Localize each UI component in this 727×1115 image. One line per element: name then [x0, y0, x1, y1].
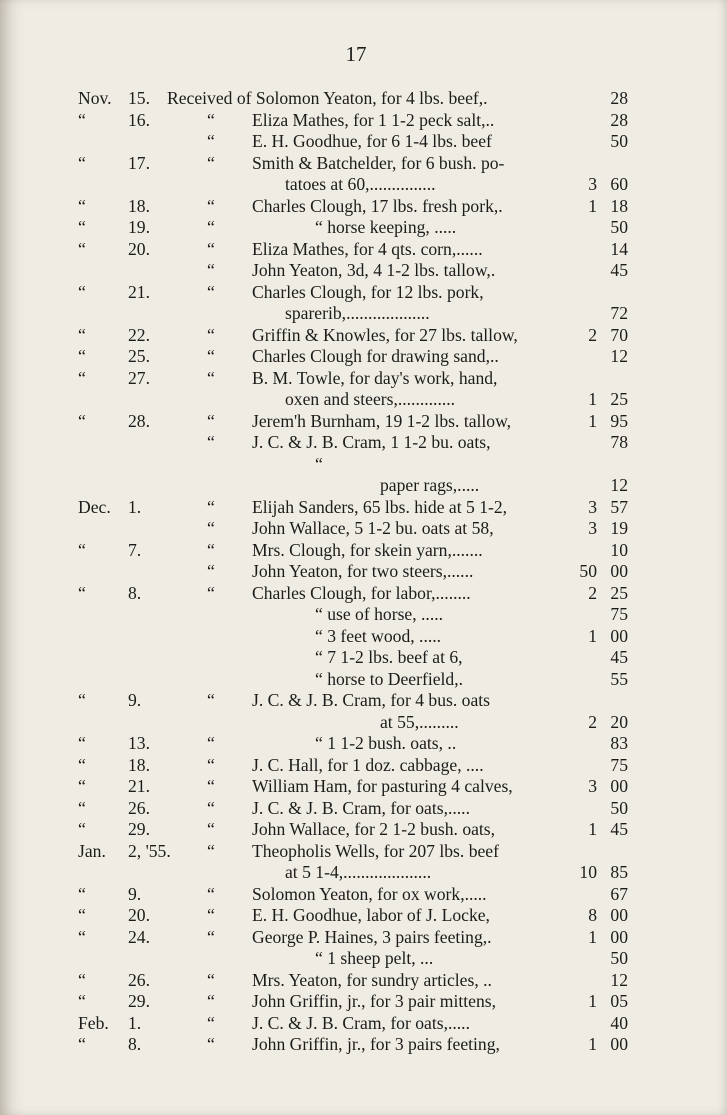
- entry-ditto-mark: “: [207, 324, 215, 345]
- entry-cents: 50: [610, 948, 628, 968]
- entry-cents: 28: [610, 88, 628, 108]
- entry-day: 9.: [128, 883, 142, 904]
- entry-cents: 50: [610, 217, 628, 237]
- entry-dollars: 2: [588, 324, 597, 345]
- entry-cents: 57: [610, 496, 628, 517]
- entry-cents: 72: [610, 303, 628, 323]
- entry-day: 20.: [128, 905, 150, 925]
- entry-ditto-mark: “: [207, 883, 215, 904]
- entry-day: 2, '55.: [128, 840, 171, 861]
- ledger-row: [0, 346, 727, 368]
- entry-ditto-mark: “: [207, 905, 215, 925]
- entry-dollars: 1: [588, 410, 597, 431]
- entry-month: “: [78, 324, 86, 345]
- entry-dollars: 3: [588, 496, 597, 517]
- entry-month: “: [78, 109, 86, 130]
- ledger-row: [0, 647, 727, 669]
- entry-day: 9.: [128, 690, 142, 710]
- ledger-row: [0, 518, 727, 540]
- entry-cents: 83: [610, 733, 628, 753]
- entry-day: 16.: [128, 109, 150, 130]
- entry-month: “: [78, 346, 86, 366]
- entry-cents: 45: [610, 647, 628, 667]
- entry-day: 21.: [128, 776, 150, 796]
- entry-description: E. H. Goodhue, for 6 1-4 lbs. beef: [252, 131, 492, 151]
- entry-description: Mrs. Clough, for skein yarn,.......: [252, 539, 483, 560]
- entry-day: 28.: [128, 410, 150, 431]
- entry-month: “: [78, 991, 86, 1011]
- ledger-row: [0, 583, 727, 605]
- entry-ditto-mark: “: [207, 410, 215, 431]
- entry-ditto-mark: “: [207, 991, 215, 1011]
- entry-ditto-mark: “: [207, 797, 215, 818]
- entry-ditto-mark: “: [207, 561, 215, 581]
- entry-cents: 00: [610, 625, 628, 646]
- entry-cents: 75: [610, 604, 628, 624]
- ledger-row: [0, 690, 727, 712]
- entry-description: George P. Haines, 3 pairs feeting,.: [252, 926, 492, 947]
- entry-description: Eliza Mathes, for 4 qts. corn,......: [252, 238, 483, 259]
- entry-dollars: 1: [588, 1034, 597, 1054]
- entry-description: John Griffin, jr., for 3 pairs feeting,: [252, 1034, 500, 1054]
- ledger-row: [0, 389, 727, 411]
- entry-day: 24.: [128, 926, 150, 947]
- entry-ditto-mark: “: [207, 754, 215, 775]
- ledger-row: [0, 88, 727, 110]
- entry-ditto-mark: “: [207, 1012, 215, 1033]
- entry-ditto-mark: “: [207, 217, 215, 237]
- ledger-row: [0, 712, 727, 734]
- ledger-row: [0, 454, 727, 476]
- entry-description: Received of Solomon Yeaton, for 4 lbs. beef,.: [167, 88, 488, 108]
- entry-month: “: [78, 905, 86, 925]
- entry-ditto-mark: “: [207, 281, 215, 302]
- entry-cents: 10: [610, 539, 628, 560]
- entry-day: 1.: [128, 1012, 142, 1033]
- entry-description: Charles Clough, for labor,........: [252, 582, 471, 603]
- entry-ditto-mark: “: [207, 926, 215, 947]
- entry-description: tatoes at 60,...............: [285, 174, 436, 194]
- ledger-row: [0, 110, 727, 132]
- ledger-row: [0, 970, 727, 992]
- entry-description: John Griffin, jr., for 3 pair mittens,: [252, 991, 497, 1011]
- entry-day: 21.: [128, 281, 150, 302]
- entry-dollars: 10: [579, 862, 597, 882]
- entry-day: 8.: [128, 582, 142, 603]
- entry-day: 29.: [128, 819, 150, 839]
- ledger-row: [0, 239, 727, 261]
- entry-description: Elijah Sanders, 65 lbs. hide at 5 1-2,: [252, 496, 508, 517]
- entry-cents: 19: [610, 518, 628, 538]
- ledger-row: [0, 303, 727, 325]
- entry-month: Nov.: [78, 88, 112, 108]
- entry-cents: 00: [610, 1034, 628, 1054]
- entry-day: 1.: [128, 496, 142, 517]
- entry-ditto-mark: “: [207, 238, 215, 259]
- entry-description: “ use of horse, .....: [315, 604, 444, 624]
- ledger-row: [0, 325, 727, 347]
- entry-month: “: [78, 195, 86, 216]
- entry-ditto-mark: “: [207, 539, 215, 560]
- ledger-row: [0, 905, 727, 927]
- entry-day: 26.: [128, 797, 150, 818]
- entry-ditto-mark: “: [207, 518, 215, 538]
- entry-description: “: [315, 453, 323, 474]
- entry-description: “ 1 sheep pelt, ...: [315, 948, 434, 968]
- ledger-row: [0, 432, 727, 454]
- entry-dollars: 3: [588, 776, 597, 796]
- entry-day: 13.: [128, 733, 150, 753]
- ledger-row: [0, 540, 727, 562]
- entry-month: Dec.: [78, 496, 111, 517]
- entry-cents: 50: [610, 131, 628, 151]
- entry-cents: 75: [610, 754, 628, 775]
- entry-day: 7.: [128, 539, 142, 560]
- entry-ditto-mark: “: [207, 131, 215, 151]
- ledger-row: [0, 669, 727, 691]
- entry-cents: 50: [610, 797, 628, 818]
- entry-ditto-mark: “: [207, 819, 215, 839]
- entry-day: 25.: [128, 346, 150, 366]
- entry-month: “: [78, 1034, 86, 1054]
- entry-month: “: [78, 776, 86, 796]
- entry-ditto-mark: “: [207, 432, 215, 452]
- entry-description: Jerem'h Burnham, 19 1-2 lbs. tallow,: [252, 410, 512, 431]
- entry-month: “: [78, 926, 86, 947]
- entry-description: J. C. & J. B. Cram, for 4 bus. oats: [252, 690, 491, 710]
- entry-month: “: [78, 754, 86, 775]
- entry-ditto-mark: “: [207, 690, 215, 710]
- entry-description: paper rags,.....: [380, 475, 480, 495]
- entry-cents: 28: [610, 109, 628, 130]
- entry-month: “: [78, 410, 86, 431]
- page-number: 17: [345, 42, 367, 66]
- ledger-row: [0, 260, 727, 282]
- entry-month: “: [78, 797, 86, 818]
- entry-cents: 67: [610, 883, 628, 904]
- entry-ditto-mark: “: [207, 367, 215, 388]
- ledger-row: [0, 475, 727, 497]
- entry-cents: 85: [610, 862, 628, 882]
- entry-cents: 18: [610, 195, 628, 216]
- ledger-row: [0, 153, 727, 175]
- entry-day: 17.: [128, 152, 150, 173]
- entry-cents: 12: [610, 969, 628, 990]
- entry-cents: 25: [610, 389, 628, 409]
- ledger-row: [0, 819, 727, 841]
- entry-description: J. C. & J. B. Cram, for oats,.....: [252, 1012, 470, 1033]
- entry-description: Charles Clough for drawing sand,..: [252, 346, 499, 366]
- ledger-row: [0, 561, 727, 583]
- entry-dollars: 3: [588, 174, 597, 194]
- entry-dollars: 8: [588, 905, 597, 925]
- entry-description: Mrs. Yeaton, for sundry articles, ..: [252, 969, 492, 990]
- entry-day: 20.: [128, 238, 150, 259]
- entry-description: at 55,.........: [380, 711, 459, 732]
- entry-description: “ 1 1-2 bush. oats, ..: [315, 733, 457, 753]
- entry-cents: 55: [610, 668, 628, 689]
- ledger-row: [0, 1013, 727, 1035]
- entry-ditto-mark: “: [207, 152, 215, 173]
- ledger-row: [0, 411, 727, 433]
- entry-description: Griffin & Knowles, for 27 lbs. tallow,: [252, 324, 518, 345]
- entry-description: J. C. & J. B. Cram, 1 1-2 bu. oats,: [252, 432, 491, 452]
- entry-ditto-mark: “: [207, 346, 215, 366]
- entry-cents: 00: [610, 905, 628, 925]
- entry-cents: 78: [610, 432, 628, 452]
- entry-ditto-mark: “: [207, 582, 215, 603]
- ledger-row: [0, 368, 727, 390]
- entry-day: 19.: [128, 217, 150, 237]
- entry-description: B. M. Towle, for day's work, hand,: [252, 367, 498, 388]
- entry-dollars: 3: [588, 518, 597, 538]
- entry-month: “: [78, 281, 86, 302]
- entry-ditto-mark: “: [207, 195, 215, 216]
- entry-day: 18.: [128, 754, 150, 775]
- entry-description: at 5 1-4,....................: [285, 862, 432, 882]
- entry-description: Charles Clough, 17 lbs. fresh pork,.: [252, 195, 503, 216]
- entry-description: Charles Clough, for 12 lbs. pork,: [252, 281, 484, 302]
- entry-cents: 12: [610, 346, 628, 366]
- entry-cents: 70: [610, 324, 628, 345]
- entry-description: J. C. Hall, for 1 doz. cabbage, ....: [252, 754, 484, 775]
- entry-description: John Yeaton, for two steers,......: [252, 561, 474, 581]
- ledger-row: [0, 884, 727, 906]
- entry-description: John Wallace, 5 1-2 bu. oats at 58,: [252, 518, 494, 538]
- entry-description: J. C. & J. B. Cram, for oats,.....: [252, 797, 470, 818]
- entry-description: Smith & Batchelder, for 6 bush. po-: [252, 152, 505, 173]
- entry-month: “: [78, 367, 86, 388]
- ledger-row: [0, 798, 727, 820]
- ledger-row: [0, 948, 727, 970]
- entry-cents: 14: [610, 238, 628, 259]
- entry-day: 8.: [128, 1034, 142, 1054]
- entry-dollars: 50: [579, 561, 597, 581]
- ledger-row: [0, 862, 727, 884]
- entry-dollars: 1: [588, 625, 597, 646]
- entry-month: “: [78, 733, 86, 753]
- entry-ditto-mark: “: [207, 260, 215, 280]
- entry-day: 27.: [128, 367, 150, 388]
- entry-dollars: 1: [588, 819, 597, 839]
- entry-day: 22.: [128, 324, 150, 345]
- entry-description: “ 7 1-2 lbs. beef at 6,: [315, 647, 463, 667]
- entry-description: Solomon Yeaton, for ox work,.....: [252, 883, 487, 904]
- entry-ditto-mark: “: [207, 109, 215, 130]
- ledger-row: [0, 841, 727, 863]
- entry-description: “ 3 feet wood, .....: [315, 625, 442, 646]
- entry-cents: 25: [610, 582, 628, 603]
- entry-ditto-mark: “: [207, 496, 215, 517]
- entry-description: sparerib,...................: [285, 303, 430, 323]
- ledger-row: [0, 927, 727, 949]
- entry-cents: 95: [610, 410, 628, 431]
- ledger-row: [0, 282, 727, 304]
- entry-month: “: [78, 690, 86, 710]
- entry-description: “ horse to Deerfield,.: [315, 668, 464, 689]
- entry-dollars: 1: [588, 195, 597, 216]
- entry-cents: 00: [610, 561, 628, 581]
- entry-cents: 00: [610, 926, 628, 947]
- entry-day: 29.: [128, 991, 150, 1011]
- entry-dollars: 1: [588, 926, 597, 947]
- entry-month: Jan.: [78, 840, 106, 861]
- entry-dollars: 1: [588, 991, 597, 1011]
- entry-day: 26.: [128, 969, 150, 990]
- entry-cents: 05: [610, 991, 628, 1011]
- entry-cents: 60: [610, 174, 628, 194]
- entry-description: E. H. Goodhue, labor of J. Locke,: [252, 905, 490, 925]
- entry-description: oxen and steers,.............: [285, 389, 456, 409]
- entry-month: “: [78, 217, 86, 237]
- entry-month: Feb.: [78, 1012, 109, 1033]
- entry-description: Eliza Mathes, for 1 1-2 peck salt,..: [252, 109, 495, 130]
- entry-cents: 00: [610, 776, 628, 796]
- entry-month: “: [78, 582, 86, 603]
- ledger-row: [0, 604, 727, 626]
- entry-ditto-mark: “: [207, 733, 215, 753]
- entry-month: “: [78, 539, 86, 560]
- entry-cents: 20: [610, 711, 628, 732]
- ledger-row: [0, 1034, 727, 1056]
- entry-cents: 12: [610, 475, 628, 495]
- ledger-row: [0, 776, 727, 798]
- entry-dollars: 2: [588, 582, 597, 603]
- entry-cents: 45: [610, 819, 628, 839]
- entry-description: Theopholis Wells, for 207 lbs. beef: [252, 840, 499, 861]
- entry-month: “: [78, 238, 86, 259]
- entry-month: “: [78, 883, 86, 904]
- entry-ditto-mark: “: [207, 969, 215, 990]
- entry-dollars: 1: [588, 389, 597, 409]
- ledger-row: [0, 131, 727, 153]
- ledger-row: [0, 174, 727, 196]
- ledger-row: [0, 733, 727, 755]
- entry-month: “: [78, 819, 86, 839]
- ledger-row: [0, 626, 727, 648]
- entry-description: John Wallace, for 2 1-2 bush. oats,: [252, 819, 496, 839]
- entry-month: “: [78, 152, 86, 173]
- ledger-row: [0, 196, 727, 218]
- entry-day: 18.: [128, 195, 150, 216]
- entry-description: “ horse keeping, .....: [315, 217, 457, 237]
- entry-cents: 45: [610, 260, 628, 280]
- entry-cents: 40: [610, 1012, 628, 1033]
- entry-dollars: 2: [588, 711, 597, 732]
- ledger-row: [0, 217, 727, 239]
- entry-ditto-mark: “: [207, 1034, 215, 1054]
- entry-day: 15.: [128, 88, 150, 108]
- ledger-row: [0, 991, 727, 1013]
- entry-description: John Yeaton, 3d, 4 1-2 lbs. tallow,.: [252, 260, 496, 280]
- ledger-entries: [0, 88, 727, 1056]
- ledger-row: [0, 755, 727, 777]
- entry-ditto-mark: “: [207, 840, 215, 861]
- entry-month: “: [78, 969, 86, 990]
- ledger-row: [0, 497, 727, 519]
- entry-description: William Ham, for pasturing 4 calves,: [252, 776, 513, 796]
- entry-ditto-mark: “: [207, 776, 215, 796]
